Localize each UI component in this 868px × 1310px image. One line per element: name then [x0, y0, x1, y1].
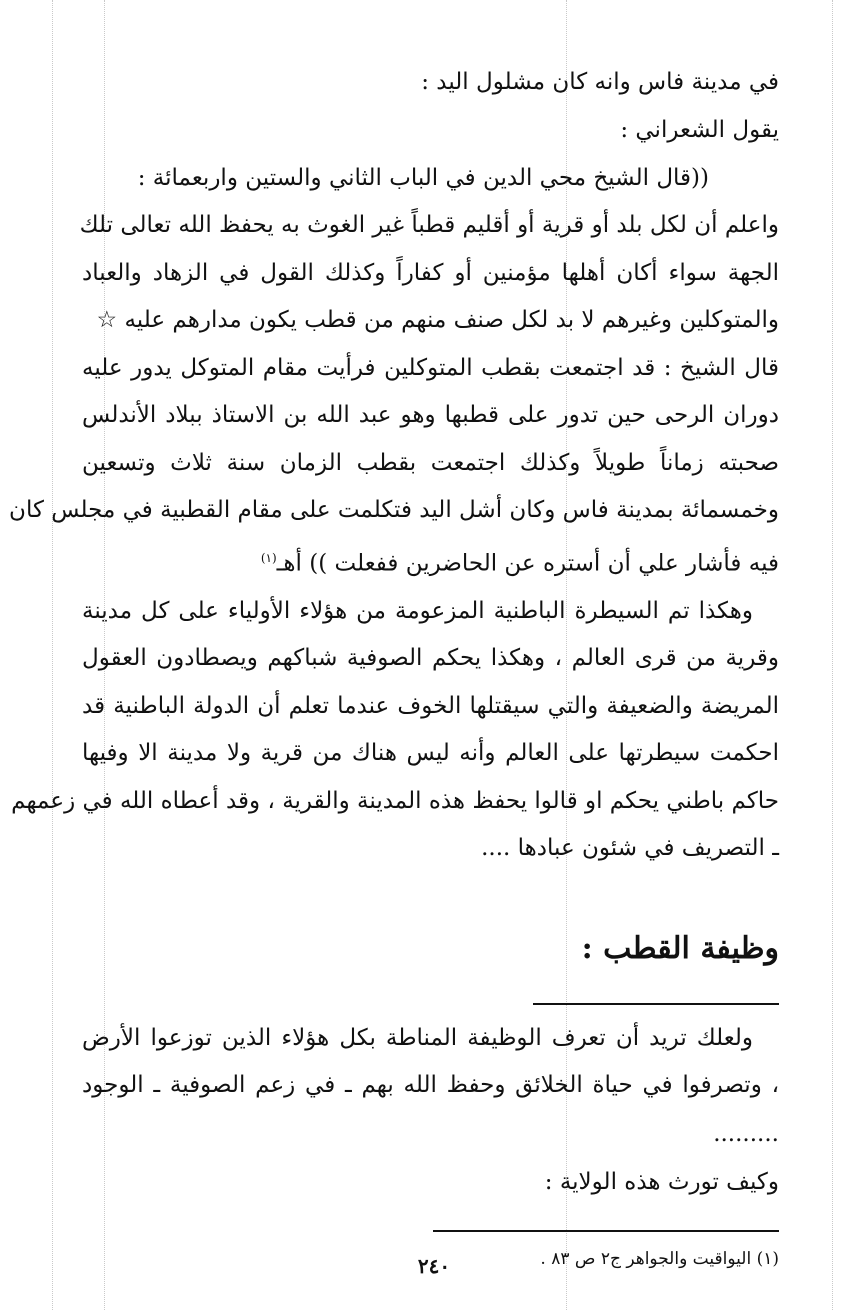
quote-text: فيه فأشار علي أن أستره عن الحاضرين ففعلت )) أهـ — [276, 550, 779, 577]
quote-line: دوران الرحى حين تدور على قطبها وهو عبد الله بن الاستاذ ببلاد الأندلس — [82, 402, 779, 428]
quote-line-last — [82, 535, 779, 588]
footnote-reference: (١) — [260, 550, 277, 565]
paragraph-line: وقرية من قرى العالم ، وهكذا يحكم الصوفية شباكهم ويصطادون العقول — [82, 645, 779, 672]
paragraph-line: ـ التصريف في شئون عبادها .... — [481, 835, 779, 862]
quote-line: قال الشيخ : قد اجتمعت بقطب المتوكلين فرأيت مقام المتوكل يدور عليه — [82, 354, 779, 381]
page-number: ٢٤٠ — [417, 1254, 451, 1278]
footnote: (١) اليواقيت والجواهر ج٢ ص ٨٣ . — [540, 1248, 779, 1269]
paragraph-line: وهكذا تم السيطرة الباطنية المزعومة من هؤلاء الأولياء على كل مدينة — [82, 597, 753, 624]
paragraph-line: المريضة والضعيفة والتي سيقتلها الخوف عندما تعلم أن الدولة الباطنية قد — [82, 692, 779, 719]
section-line: ولعلك تريد أن تعرف الوظيفة المناطة بكل هؤلاء الذين توزعوا الأرض — [82, 1024, 753, 1051]
intro-line: يقول الشعراني : — [620, 117, 779, 143]
footnote-separator — [433, 1230, 779, 1232]
quote-line: الجهة سواء أكان أهلها مؤمنين أو كفاراً وكذلك القول في الزهاد والعباد — [82, 259, 779, 286]
intro-line: في مدينة فاس وانه كان مشلول اليد : — [421, 69, 779, 95]
quote-line: واعلم أن لكل بلد أو قرية أو أقليم قطباً غير الغوث به يحفظ الله تعالى تلك — [79, 212, 779, 238]
quote-line: ((قال الشيخ محي الدين في الباب الثاني والستين واربعمائة : — [137, 165, 709, 191]
section-heading: وظيفة القطب : — [581, 930, 779, 966]
section-line: وكيف تورث هذه الولاية : — [544, 1168, 779, 1195]
scan-fold-line — [52, 0, 53, 1310]
quote-line: وخمسمائة بمدينة فاس وكان أشل اليد فتكلمت على مقام القطبية في مجلس كان — [9, 497, 779, 523]
heading-underline — [533, 1003, 779, 1005]
paragraph-line: حاكم باطني يحكم او قالوا يحفظ هذه المدينة والقرية ، وقد أعطاه الله في زعمهم — [11, 787, 779, 814]
ellipsis-line: ......... — [713, 1120, 779, 1147]
scan-fold-line — [832, 0, 833, 1310]
section-line: ، وتصرفوا في حياة الخلائق وحفظ الله بهم ـ في زعم الصوفية ـ الوجود — [82, 1072, 779, 1099]
quote-line: والمتوكلين وغيرهم لا بد لكل صنف منهم من قطب يكون مدارهم عليه ☆ — [96, 307, 779, 333]
paragraph-line: احكمت سيطرتها على العالم وأنه ليس هناك من قرية ولا مدينة الا وفيها — [82, 740, 779, 767]
quote-line: صحبته زماناً طويلاً وكذلك اجتمعت بقطب الزمان سنة ثلاث وتسعين — [82, 449, 779, 476]
page-content — [9, 58, 779, 1276]
